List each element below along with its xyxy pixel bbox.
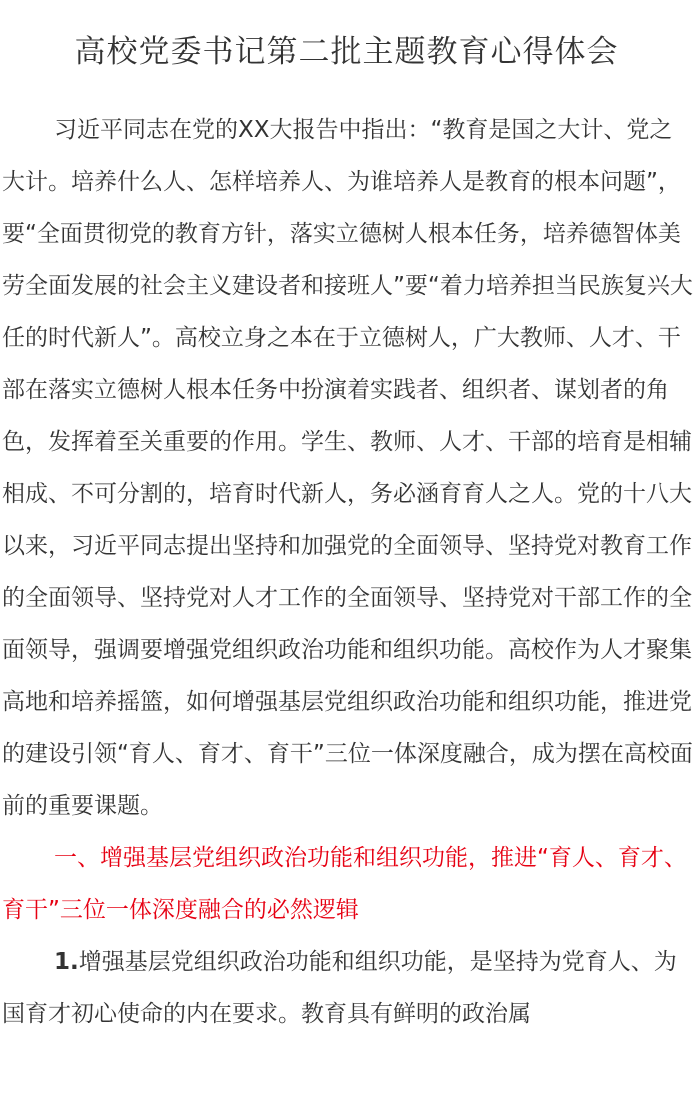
numbered-paragraph <box>2 936 693 1040</box>
intro-paragraph: 习近平同志在党的XX大报告中指出：“教育是国之大计、党之大计。培养什么人、怎样培养人、为谁培养人是教育的根本问题”，要“全面贯彻党的教育方针，落实立德树人根本任务，培养德智体美劳全面发展的社会主义建设者和接班人”要“着力培养担当民族复兴大任的时代新人”。高校立身之本在于立德树人，广大教师、人才、干部在落实立德树人根本任务中扮演着实践者、组织者、谋划者的角色，发挥着至关重要的作用。学生、教师、人才、干部的培育是相辅相成、不可分割的，培育时代新人，务必涵育育人之人。党的十八大以来，习近平同志提出坚持和加强党的全面领导、坚持党对教育工作的全面领导、坚持党对人才工作的全面领导、坚持党对干部工作的全面领导，强调要增强党组织政治功能和组织功能。高校作为人才聚集高地和培养摇篮，如何增强基层党组织政治功能和组织功能，推进党的建设引领“育人、育才、育干”三位一体深度融合，成为摆在高校面前的重要课题。 <box>2 117 693 819</box>
section-heading: 一、增强基层党组织政治功能和组织功能，推进“育人、育才、育干”三位一体深度融合的必然逻辑 <box>2 845 687 923</box>
page-title: 高校党委书记第二批主题教育心得体会 <box>74 34 619 70</box>
article-body <box>2 104 693 1040</box>
paragraph-text: 增强基层党组织政治功能和组织功能，是坚持为党育人、为国育才初心使命的内在要求。教育具有鲜明的政治属 <box>2 949 677 1027</box>
paragraph-number: 1. <box>54 949 79 975</box>
